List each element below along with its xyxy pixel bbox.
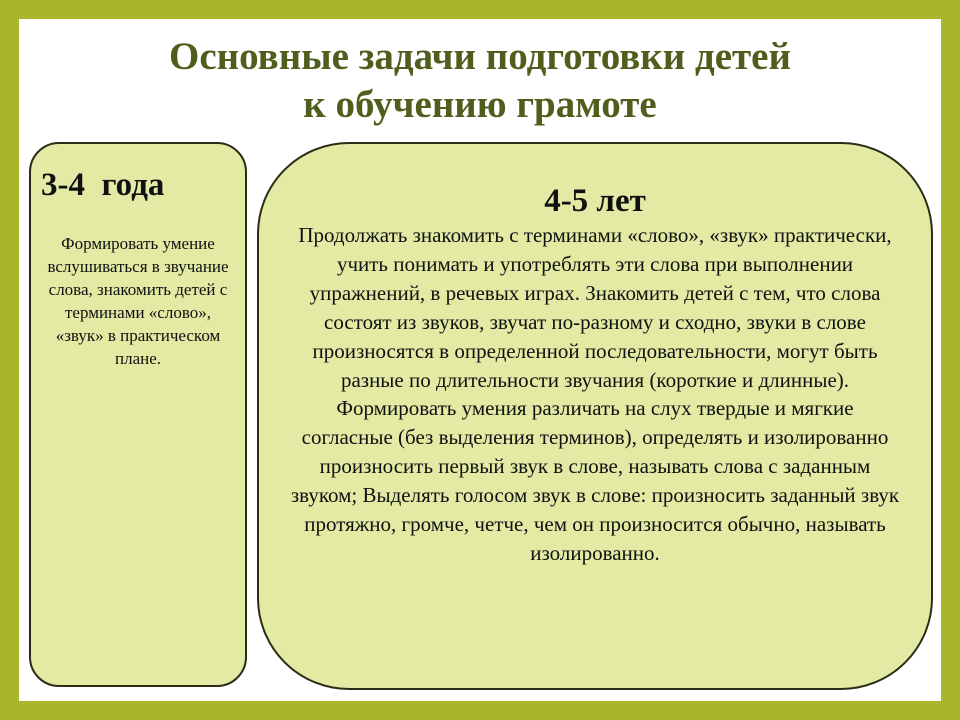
age-3-4-panel xyxy=(29,142,247,687)
slide xyxy=(19,19,941,701)
age-4-5-heading: 4-5 лет xyxy=(544,183,646,219)
age-3-4-text: Формировать умение вслушиваться в звучание слова, знакомить детей с терминами «слово», «звук» в практическом плане. xyxy=(47,234,229,368)
age-4-5-panel xyxy=(257,142,933,690)
slide-title-line-1: Основные задачи подготовки детей xyxy=(169,35,791,78)
slide-title-line-2: к обучению грамоте xyxy=(303,83,657,126)
age-3-4-heading: 3-4 года xyxy=(41,167,165,203)
slide-title xyxy=(19,33,941,129)
age-4-5-text: Продолжать знакомить с терминами «слово», «звук» практически, учить понимать и употреблять эти слова при выполнении упражнений, в речевых играх. Знакомить детей с тем, что слова состоят из звуков, звучат по-разному и сходно, звуки в слове произносятся в определенной последовательности, могут быть разные по длительности звучания (короткие и длинные). Формировать умения различать на слух твердые и мягкие согласные (без выделения терминов), определять и изолированно произносить первый звук в слове, называть слова с заданным звуком; Выделять голосом звук в слове: произносить заданный звук протяжно, громче, четче, чем он произносится обычно, называть изолированно. xyxy=(290,223,900,565)
